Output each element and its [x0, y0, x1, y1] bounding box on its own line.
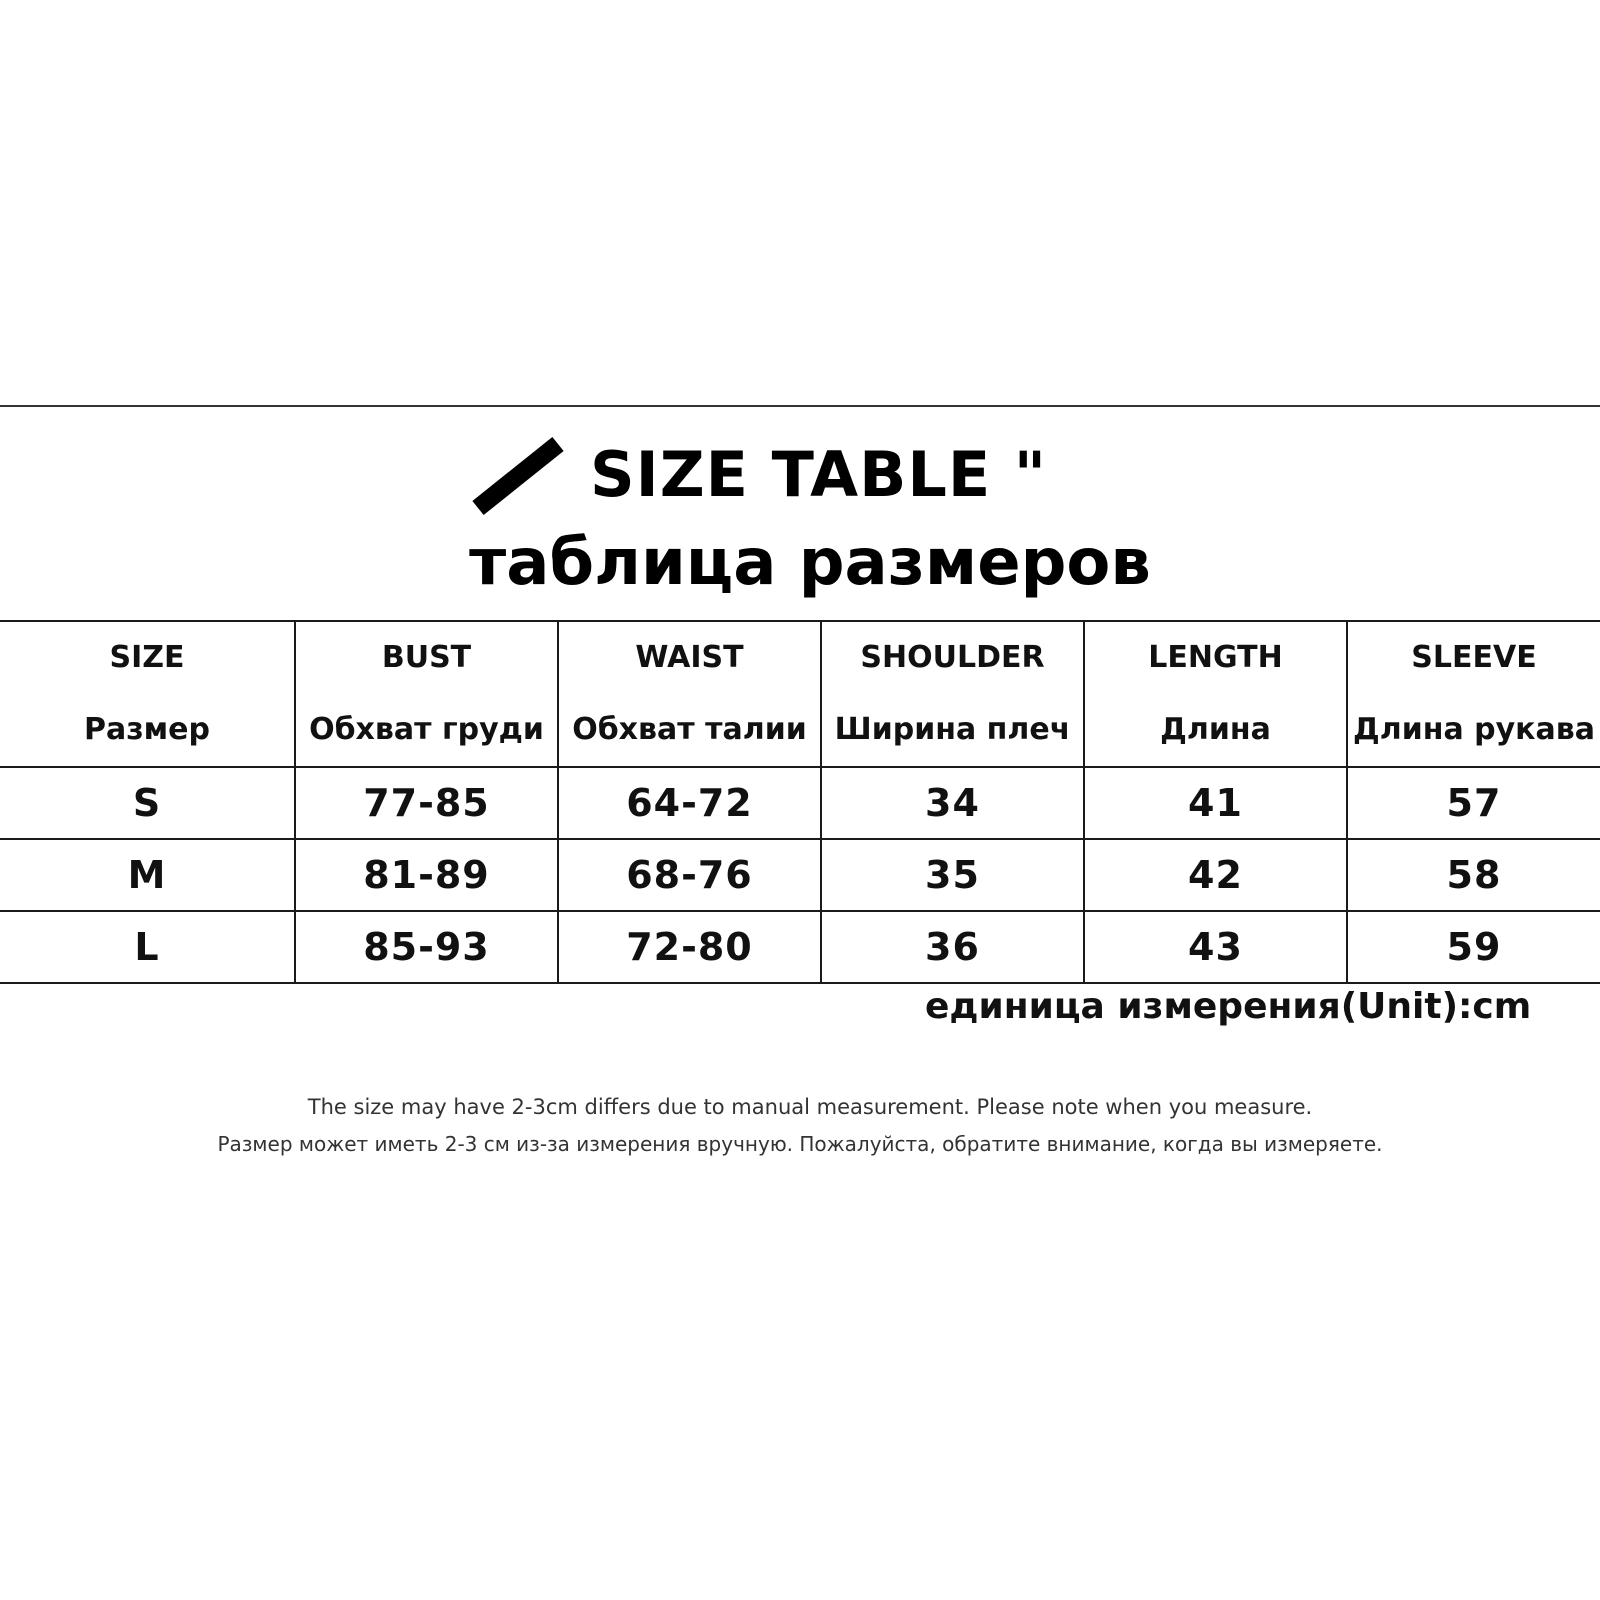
measurement-note-russian: Размер может иметь 2-3 см из-за измерения вручную. Пожалуйста, обратите внимание, когда вы измеряете. [217, 1132, 1383, 1156]
cell-bust: 85-93 [295, 911, 558, 983]
cell-sleeve: 58 [1347, 839, 1600, 911]
table-row [0, 911, 1600, 983]
cell-shoulder: 35 [821, 839, 1084, 911]
header-label-en: BUST [381, 640, 472, 675]
cell-size: L [0, 911, 295, 983]
cell-length: 43 [1084, 911, 1347, 983]
size-table-title: SIZE TABLE " [590, 438, 1048, 511]
slash-mark-icon [470, 430, 570, 520]
cell-shoulder: 34 [821, 767, 1084, 839]
header-label-en: LENGTH [1148, 640, 1283, 675]
cell-shoulder: 36 [821, 911, 1084, 983]
header-label-en: WAIST [635, 640, 744, 675]
cell-waist: 64-72 [558, 767, 821, 839]
table-header-row [0, 621, 1600, 767]
header-label-en: SIZE [109, 640, 185, 675]
header-size [0, 621, 295, 767]
cell-waist: 72-80 [558, 911, 821, 983]
table-row [0, 839, 1600, 911]
header-length [1084, 621, 1347, 767]
cell-size: M [0, 839, 295, 911]
cell-length: 41 [1084, 767, 1347, 839]
cell-sleeve: 57 [1347, 767, 1600, 839]
header-label-en: SHOULDER [860, 640, 1045, 675]
top-divider [0, 405, 1600, 407]
unit-note: единица измерения(Unit):cm [925, 986, 1532, 1027]
title-block [470, 430, 1110, 520]
size-table-title-russian: таблица размеров [469, 526, 1151, 600]
cell-bust: 81-89 [295, 839, 558, 911]
cell-bust: 77-85 [295, 767, 558, 839]
header-label-ru: Длина рукава [1353, 712, 1595, 747]
header-label-en: SLEEVE [1411, 640, 1537, 675]
header-shoulder [821, 621, 1084, 767]
cell-waist: 68-76 [558, 839, 821, 911]
cell-sleeve: 59 [1347, 911, 1600, 983]
header-label-ru: Длина [1160, 712, 1271, 747]
header-sleeve [1347, 621, 1600, 767]
cell-length: 42 [1084, 839, 1347, 911]
header-bust [295, 621, 558, 767]
cell-size: S [0, 767, 295, 839]
header-waist [558, 621, 821, 767]
header-label-ru: Размер [83, 712, 210, 747]
header-label-ru: Обхват талии [572, 712, 807, 747]
size-table [0, 620, 1600, 984]
header-label-ru: Ширина плеч [834, 712, 1071, 747]
table-row [0, 767, 1600, 839]
header-label-ru: Обхват груди [309, 712, 544, 747]
measurement-note-english: The size may have 2-3cm differs due to manual measurement. Please note when you measure. [307, 1095, 1313, 1119]
